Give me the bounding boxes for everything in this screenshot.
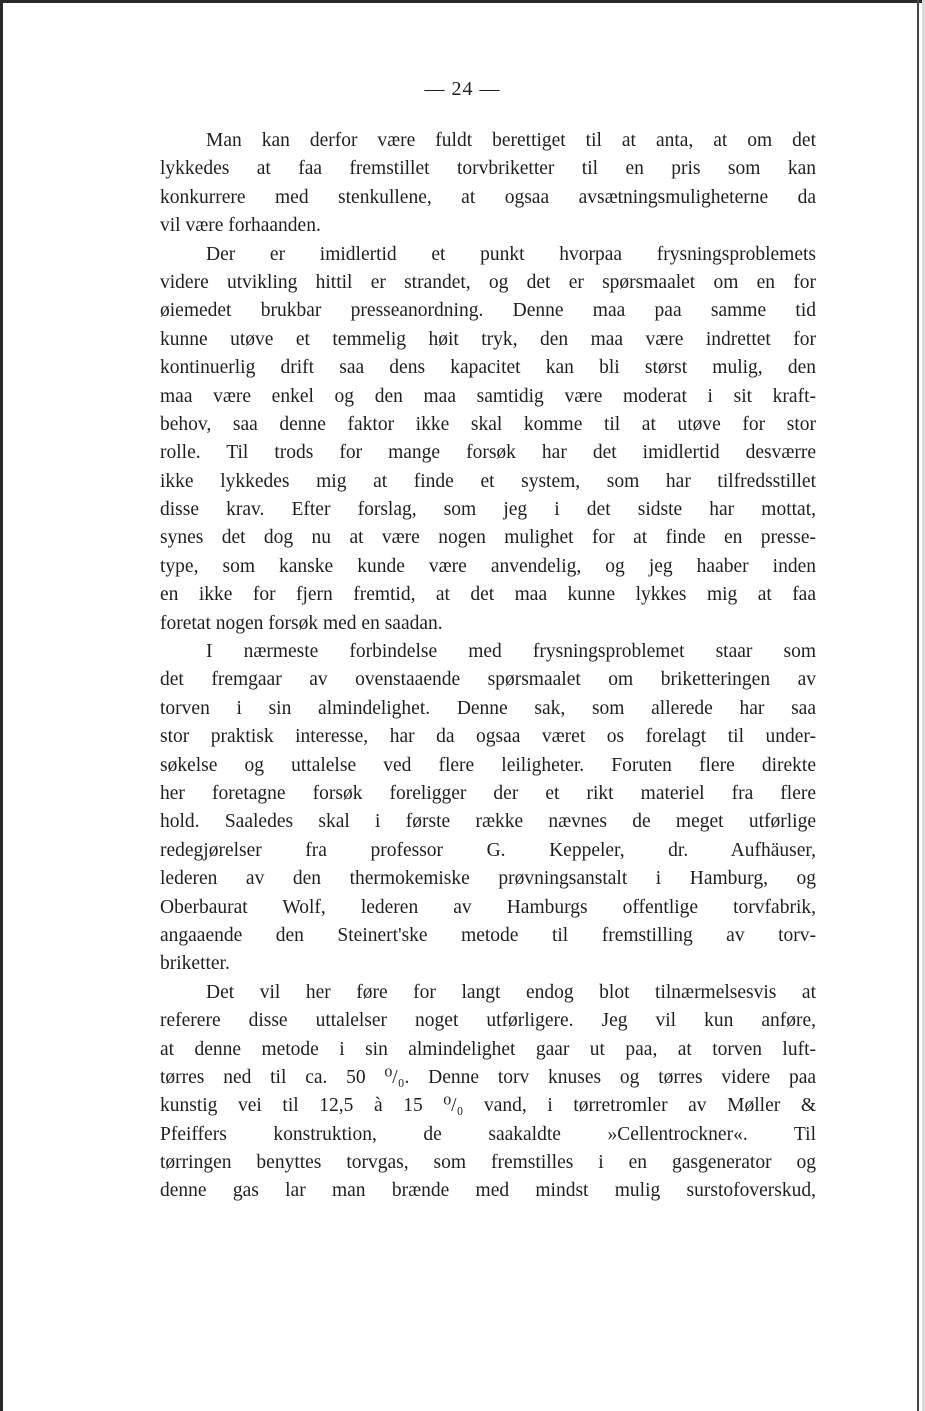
text-line: angaaende den Steinert'ske metode til fremstilling av torv- xyxy=(160,924,816,946)
text-line: her foretagne forsøk foreligger der et rikt materiel fra flere xyxy=(160,782,816,804)
text-line: synes det dog nu at være nogen mulighet for at finde en presse- xyxy=(160,527,816,549)
text-line: redegjørelser fra professor G. Keppeler, dr. Aufhäuser, xyxy=(160,839,816,861)
text-line: en ikke for fjern fremtid, at det maa kunne lykkes mig at faa xyxy=(160,584,816,606)
text-line: at denne metode i sin almindelighet gaar ut paa, at torven luft- xyxy=(160,1038,816,1060)
text-line: det fremgaar av ovenstaaende spørsmaalet om briketteringen av xyxy=(160,669,816,691)
body-text xyxy=(160,127,816,1206)
text-line: behov, saa denne faktor ikke skal komme til at utøve for stor xyxy=(160,413,816,435)
text-line: Det vil her føre for langt endog blot tilnærmelsesvis at xyxy=(206,981,816,1003)
text-line: stor praktisk interesse, har da ogsaa været os forelagt til under- xyxy=(160,726,816,748)
text-line: Pfeiffers konstruktion, de saakaldte »Cellentrockner«. Til xyxy=(160,1123,816,1145)
text-line: maa være enkel og den maa samtidig være moderat i sit kraft- xyxy=(160,385,816,407)
text-line: videre utvikling hittil er strandet, og det er spørsmaalet om en for xyxy=(160,271,816,293)
text-line: kunstig vei til 12,5 à 15 ⁰/₀ vand, i tørretromler av Møller & xyxy=(160,1095,816,1117)
text-line: type, som kanske kunde være anvendelig, og jeg haaber inden xyxy=(160,555,816,577)
text-line: tørres ned til ca. 50 ⁰/₀. Denne torv knuses og tørres videre paa xyxy=(160,1066,816,1088)
text-line: denne gas lar man brænde med mindst mulig surstofoverskud, xyxy=(160,1180,816,1202)
text-line: lykkedes at faa fremstillet torvbriketter til en pris som kan xyxy=(160,158,816,180)
text-line: rolle. Til trods for mange forsøk har det imidlertid desværre xyxy=(160,442,816,464)
text-line: I nærmeste forbindelse med frysningsproblemet staar som xyxy=(206,641,816,663)
scan-border-right xyxy=(917,0,919,1411)
text-line: lederen av den thermokemiske prøvningsanstalt i Hamburg, og xyxy=(160,868,816,890)
text-line: briketter. xyxy=(160,953,230,975)
text-line: tørringen benyttes torvgas, som fremstilles i en gasgenerator og xyxy=(160,1152,816,1174)
text-line: konkurrere med stenkullene, at ogsaa avsætningsmuligheterne da xyxy=(160,186,816,208)
scan-border-top xyxy=(0,0,925,3)
text-line: referere disse uttalelser noget utførligere. Jeg vil kun anføre, xyxy=(160,1010,816,1032)
text-line: søkelse og uttalelse ved flere leiligheter. Foruten flere direkte xyxy=(160,754,816,776)
text-line: Der er imidlertid et punkt hvorpaa frysningsproblemets xyxy=(206,243,816,265)
text-line: øiemedet brukbar presseanordning. Denne maa paa samme tid xyxy=(160,300,816,322)
text-line: Oberbaurat Wolf, lederen av Hamburgs offentlige torvfabrik, xyxy=(160,896,816,918)
text-line: kunne utøve et temmelig høit tryk, den maa være indrettet for xyxy=(160,328,816,350)
text-line: kontinuerlig drift saa dens kapacitet kan bli størst mulig, den xyxy=(160,357,816,379)
text-line: hold. Saaledes skal i første række nævnes de meget utførlige xyxy=(160,811,816,833)
text-line: ikke lykkedes mig at finde et system, som har tilfredsstillet xyxy=(160,470,816,492)
text-line: Man kan derfor være fuldt berettiget til at anta, at om det xyxy=(206,130,816,151)
text-line: vil være forhaanden. xyxy=(160,215,321,237)
page-number: — 24 — xyxy=(424,78,501,100)
scan-border-left xyxy=(0,0,3,1411)
text-line: disse krav. Efter forslag, som jeg i det sidste har mottat, xyxy=(160,499,816,521)
text-line: foretat nogen forsøk med en saadan. xyxy=(160,612,443,634)
text-line: torven i sin almindelighet. Denne sak, som allerede har saa xyxy=(160,697,816,719)
